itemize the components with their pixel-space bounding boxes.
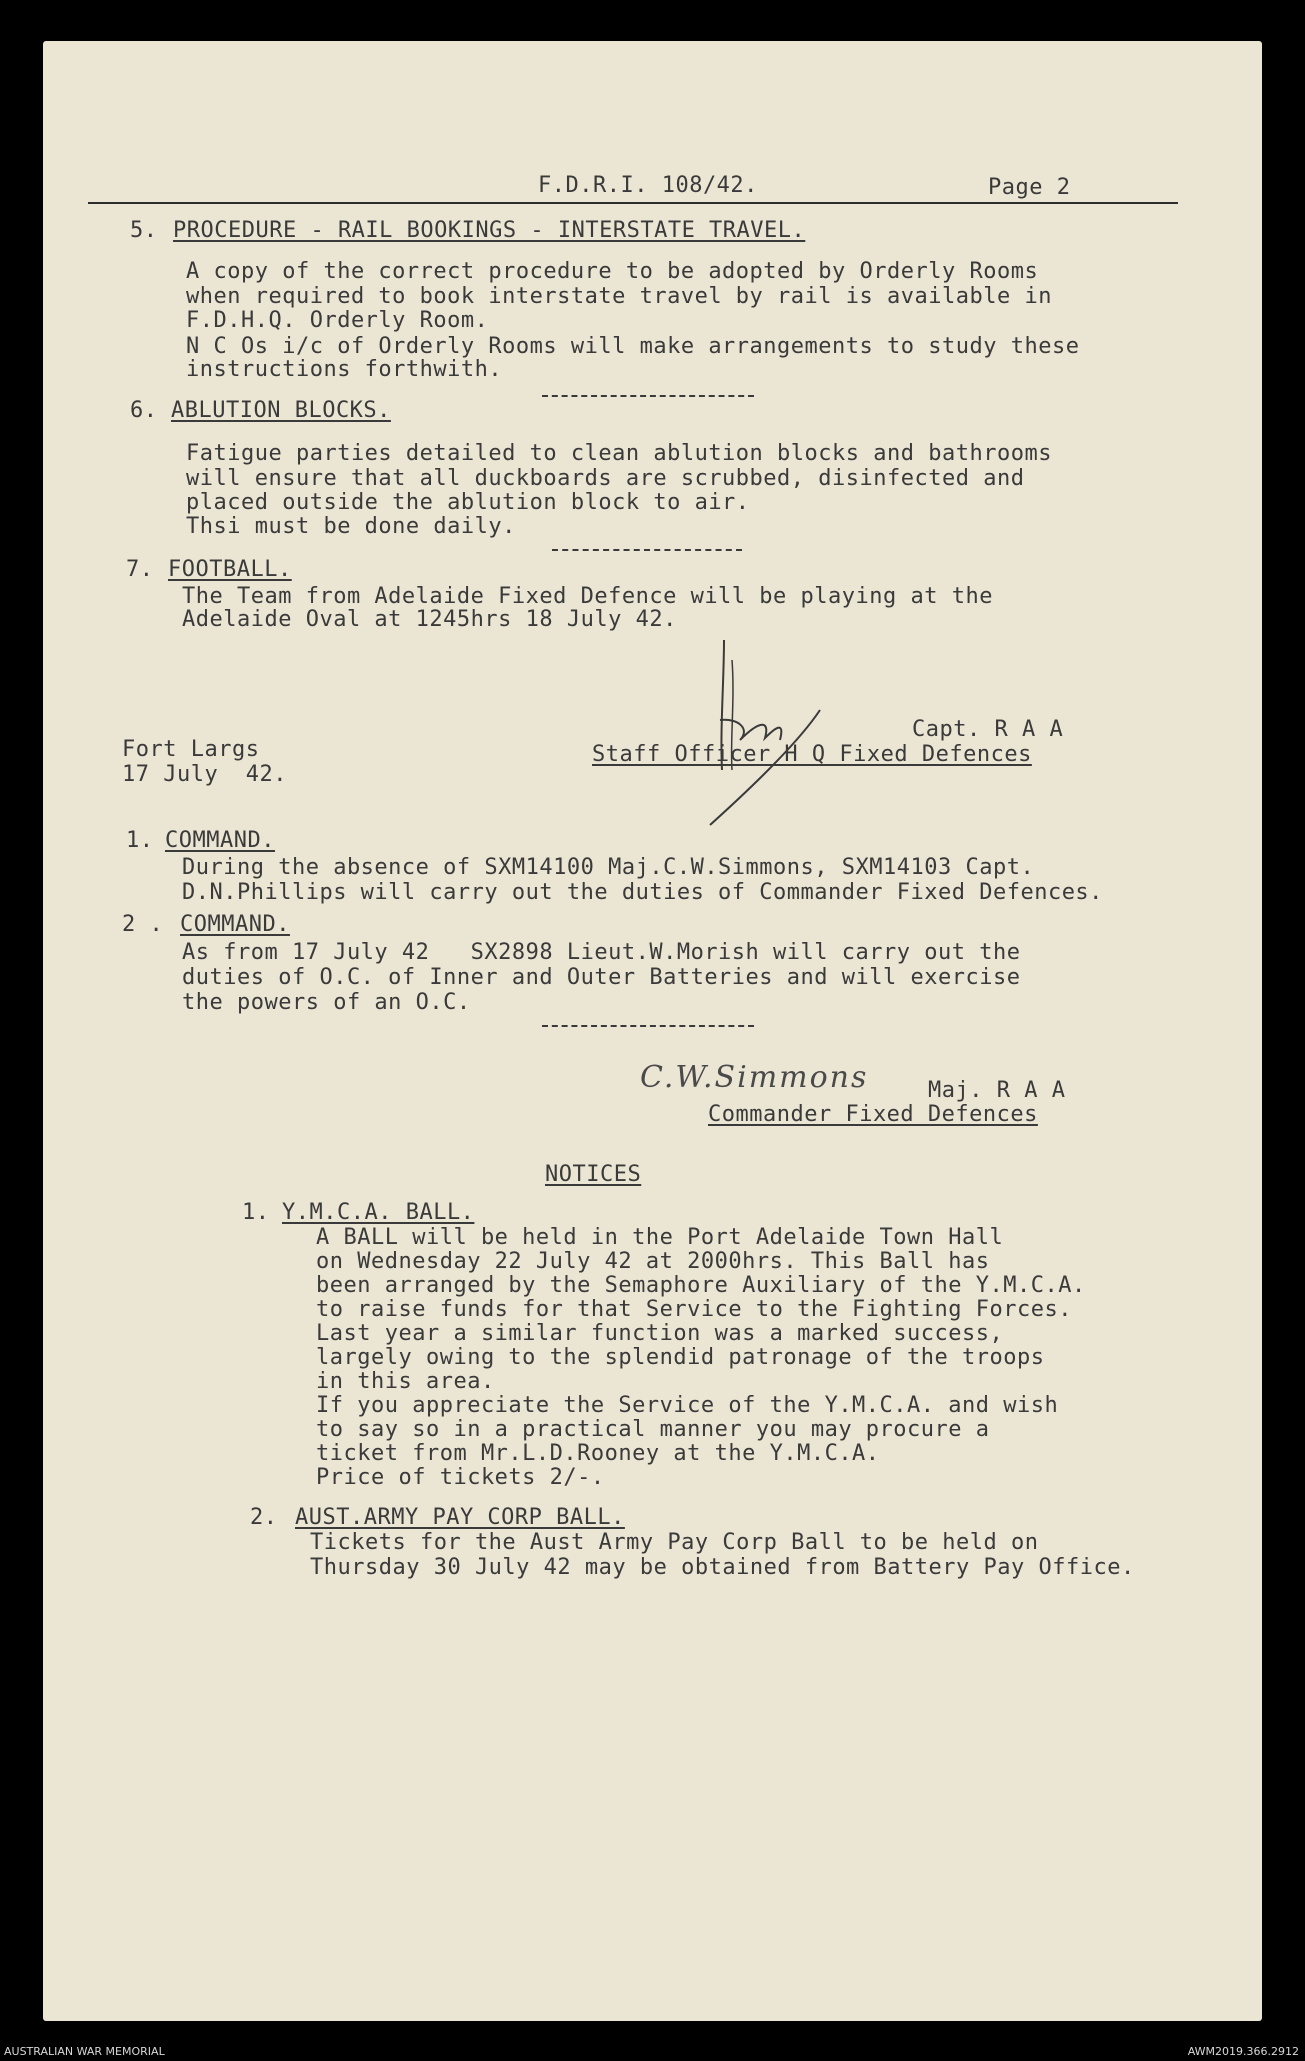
signature-2-role: Commander Fixed Defences [708,1102,1038,1127]
notice-1-line-8: If you appreciate the Service of the Y.M.C.A. and wish [316,1393,1059,1418]
command-2-number: 2 . [122,912,164,937]
header-rule [88,202,1178,204]
notice-2-line-2: Thursday 30 July 42 may be obtained from Battery Pay Office. [310,1555,1135,1580]
footer-institution: AUSTRALIAN WAR MEMORIAL [4,2045,165,2058]
notice-1-line-11: Price of tickets 2/-. [316,1465,605,1490]
command-2-title: COMMAND. [180,912,290,937]
signature-2-rank: Maj. R A A [928,1078,1066,1103]
command-1-title: COMMAND. [165,828,275,853]
section-6-line-4: Thsi must be done daily. [186,514,516,539]
section-6-line-1: Fatigue parties detailed to clean ablution blocks and bathrooms [186,441,1052,466]
notice-2-title: AUST.ARMY PAY CORP BALL. [295,1505,625,1530]
notice-1-number: 1. [242,1200,270,1225]
section-7-line-1: The Team from Adelaide Fixed Defence will be playing at the [182,584,993,609]
command-1-number: 1. [126,828,154,853]
notice-1-title: Y.M.C.A. BALL. [282,1200,475,1225]
section-5-line-2: when required to book interstate travel by rail is available in [186,284,1052,309]
signature-1-place: Fort Largs [122,737,260,762]
section-7-title: FOOTBALL. [168,557,292,582]
separator [552,549,742,552]
notice-1-line-2: on Wednesday 22 July 42 at 2000hrs. This Ball has [316,1249,990,1274]
command-2-line-3: the powers of an O.C. [182,990,471,1015]
signature-1-date: 17 July 42. [122,762,287,787]
notice-1-line-3: been arranged by the Semaphore Auxiliary of the Y.M.C.A. [316,1273,1086,1298]
command-1-line-1: During the absence of SXM14100 Maj.C.W.Simmons, SXM14103 Capt. [182,855,1035,880]
command-1-line-2: D.N.Phillips will carry out the duties of Commander Fixed Defences. [182,880,1103,905]
notice-1-line-9: to say so in a practical manner you may procure a [316,1417,990,1442]
notice-1-line-1: A BALL will be held in the Port Adelaide Town Hall [316,1225,1004,1250]
section-6-number: 6. [130,398,158,423]
section-5-number: 5. [130,218,158,243]
notice-1-line-7: in this area. [316,1369,495,1394]
separator [542,1025,754,1028]
notice-1-line-4: to raise funds for that Service to the Fighting Forces. [316,1297,1072,1322]
signature-2-handwriting: C.W.Simmons [640,1060,869,1095]
notices-heading: NOTICES [545,1162,642,1187]
section-6-line-2: will ensure that all duckboards are scrubbed, disinfected and [186,466,1025,491]
footer-accession-number: AWM2019.366.2912 [1187,2045,1299,2058]
section-5-line-1: A copy of the correct procedure to be adopted by Orderly Rooms [186,259,1039,284]
signature-staff-officer [680,620,880,830]
section-5-line-5: instructions forthwith. [186,357,503,382]
separator [542,395,754,398]
section-5-line-3: F.D.H.Q. Orderly Room. [186,308,489,333]
section-5-line-4: N C Os i/c of Orderly Rooms will make arrangements to study these [186,334,1080,359]
document-reference: F.D.R.I. 108/42. [538,173,758,198]
signature-1-rank: Capt. R A A [912,717,1064,742]
section-7-number: 7. [126,557,154,582]
section-6-line-3: placed outside the ablution block to air. [186,490,750,515]
page-number: Page 2 [988,175,1071,200]
notice-1-line-10: ticket from Mr.L.D.Rooney at the Y.M.C.A. [316,1441,880,1466]
notice-1-line-6: largely owing to the splendid patronage of the troops [316,1345,1045,1370]
notice-2-number: 2. [250,1505,278,1530]
signature-1-role: Staff Officer H Q Fixed Defences [592,742,1032,767]
section-7-line-2: Adelaide Oval at 1245hrs 18 July 42. [182,607,677,632]
command-2-line-1: As from 17 July 42 SX2898 Lieut.W.Morish will carry out the [182,940,1021,965]
notice-1-line-5: Last year a similar function was a marked success, [316,1321,1004,1346]
notice-2-line-1: Tickets for the Aust Army Pay Corp Ball to be held on [310,1530,1039,1555]
section-6-title: ABLUTION BLOCKS. [171,398,391,423]
section-5-title: PROCEDURE - RAIL BOOKINGS - INTERSTATE TRAVEL. [173,218,806,243]
command-2-line-2: duties of O.C. of Inner and Outer Batteries and will exercise [182,965,1021,990]
